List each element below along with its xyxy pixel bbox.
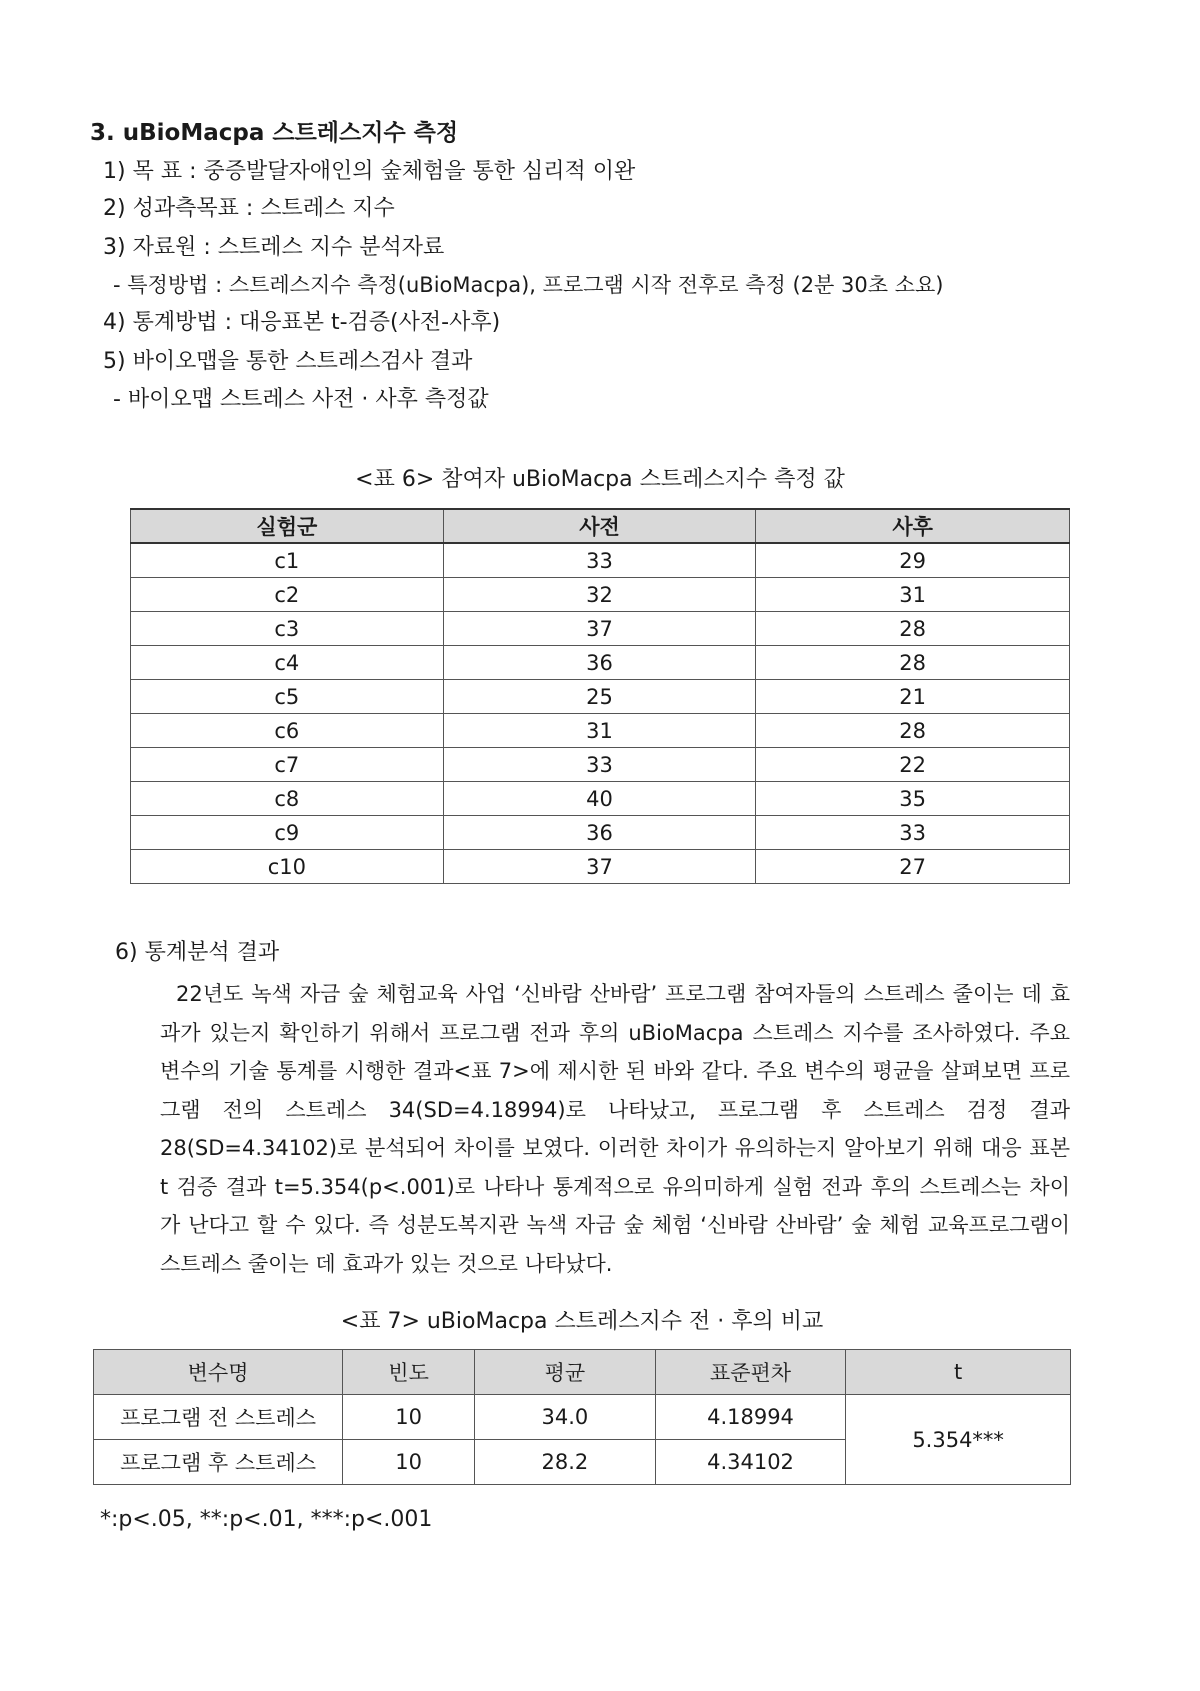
column-header-sd: 표준편차: [655, 1350, 846, 1395]
table-row: [131, 543, 1070, 578]
table-row: [131, 578, 1070, 612]
cell-group: c2: [131, 578, 444, 612]
cell-post: 28: [756, 646, 1070, 680]
cell-pre: 36: [443, 816, 756, 850]
cell-t-value: 5.354***: [846, 1395, 1071, 1485]
cell-frequency: 10: [343, 1440, 475, 1485]
section-heading: 3. uBioMacpa 스트레스지수 측정: [90, 120, 459, 146]
table-row: [131, 646, 1070, 680]
cell-group: c7: [131, 748, 444, 782]
cell-group: c3: [131, 612, 444, 646]
column-header-mean: 평균: [475, 1350, 656, 1395]
cell-pre: 37: [443, 612, 756, 646]
cell-mean: 34.0: [475, 1395, 656, 1440]
cell-sd: 4.34102: [655, 1440, 846, 1485]
cell-sd: 4.18994: [655, 1395, 846, 1440]
cell-pre: 31: [443, 714, 756, 748]
table-row: [131, 816, 1070, 850]
cell-post: 35: [756, 782, 1070, 816]
item-source: 3) 자료원 : 스트레스 지수 분석자료: [103, 235, 445, 260]
item-statistics: 4) 통계방법 : 대응표본 t-검증(사전-사후): [103, 310, 501, 335]
table6-caption: <표 6> 참여자 uBioMacpa 스트레스지수 측정 값: [355, 467, 845, 492]
table-row: [131, 714, 1070, 748]
column-header-variable: 변수명: [94, 1350, 343, 1395]
column-header-post: 사후: [756, 509, 1070, 543]
cell-group: c8: [131, 782, 444, 816]
table-row: [94, 1395, 1071, 1440]
item-goal: 1) 목 표 : 중증발달자애인의 숲체험을 통한 심리적 이완: [103, 159, 636, 184]
cell-group: c9: [131, 816, 444, 850]
table7: [93, 1349, 1071, 1485]
cell-pre: 36: [443, 646, 756, 680]
item-method: - 특정방법 : 스트레스지수 측정(uBioMacpa), 프로그램 시작 전후로 측정 (2분 30초 소요): [113, 273, 944, 297]
cell-frequency: 10: [343, 1395, 475, 1440]
table-row: [131, 680, 1070, 714]
cell-group: c6: [131, 714, 444, 748]
analysis-paragraph: 22년도 녹색 자금 숲 체험교육 사업 ‘신바람 산바람’ 프로그램 참여자들의 스트레스 줄이는 데 효과가 있는지 확인하기 위해서 프로그램 전과 후의 uBioMacpa 스트레스 지수를 조사하였다. 주요 변수의 기술 통계를 시행한 결과<표 7>에 제시한 된 바와 같다. 주요 변수의 평균을 살펴보면 프로그램 전의 스트레스 34(SD=4.18994)로 나타났고, 프로그램 후 스트레스 검정 결과 28(SD=4.34102)로 분석되어 차이를 보였다. 이러한 차이가 유의하는지 알아보기 위해 대응 표본 t 검증 결과 t=5.354(p<.001)로 나타나 통계적으로 유의미하게 실험 전과 후의 스트레스는 차이가 난다고 할 수 있다. 즉 성분도복지관 녹색 자금 숲 체험 ‘신바람 산바람’ 숲 체험 교육프로그램이 스트레스 줄이는 데 효과가 있는 것으로 나타났다.: [160, 982, 1070, 1276]
table7-caption: <표 7> uBioMacpa 스트레스지수 전 · 후의 비교: [340, 1309, 824, 1334]
cell-group: c1: [131, 543, 444, 578]
cell-post: 21: [756, 680, 1070, 714]
cell-pre: 33: [443, 543, 756, 578]
item-indicator: 2) 성과측목표 : 스트레스 지수: [103, 196, 395, 221]
cell-variable: 프로그램 후 스트레스: [94, 1440, 343, 1485]
column-header-t: t: [846, 1350, 1071, 1395]
cell-pre: 25: [443, 680, 756, 714]
cell-group: c4: [131, 646, 444, 680]
cell-variable: 프로그램 전 스트레스: [94, 1395, 343, 1440]
analysis-heading: 6) 통계분석 결과: [115, 940, 280, 965]
cell-post: 27: [756, 850, 1070, 884]
table-row: [131, 748, 1070, 782]
cell-post: 28: [756, 714, 1070, 748]
cell-pre: 32: [443, 578, 756, 612]
cell-group: c10: [131, 850, 444, 884]
table-header-row: [131, 509, 1070, 543]
item-result: 5) 바이오맵을 통한 스트레스검사 결과: [103, 349, 473, 374]
cell-post: 22: [756, 748, 1070, 782]
cell-post: 29: [756, 543, 1070, 578]
table-row: [131, 850, 1070, 884]
item-measurement: - 바이오맵 스트레스 사전 · 사후 측정값: [113, 387, 489, 412]
column-header-group: 실험군: [131, 509, 444, 543]
cell-post: 33: [756, 816, 1070, 850]
cell-post: 31: [756, 578, 1070, 612]
cell-mean: 28.2: [475, 1440, 656, 1485]
table-row: [131, 782, 1070, 816]
column-header-frequency: 빈도: [343, 1350, 475, 1395]
column-header-pre: 사전: [443, 509, 756, 543]
cell-pre: 33: [443, 748, 756, 782]
significance-footnote: *:p<.05, **:p<.01, ***:p<.001: [100, 1507, 433, 1532]
table-row: [131, 612, 1070, 646]
table6: [130, 508, 1070, 884]
table-header-row: [94, 1350, 1071, 1395]
cell-pre: 37: [443, 850, 756, 884]
cell-group: c5: [131, 680, 444, 714]
cell-pre: 40: [443, 782, 756, 816]
cell-post: 28: [756, 612, 1070, 646]
